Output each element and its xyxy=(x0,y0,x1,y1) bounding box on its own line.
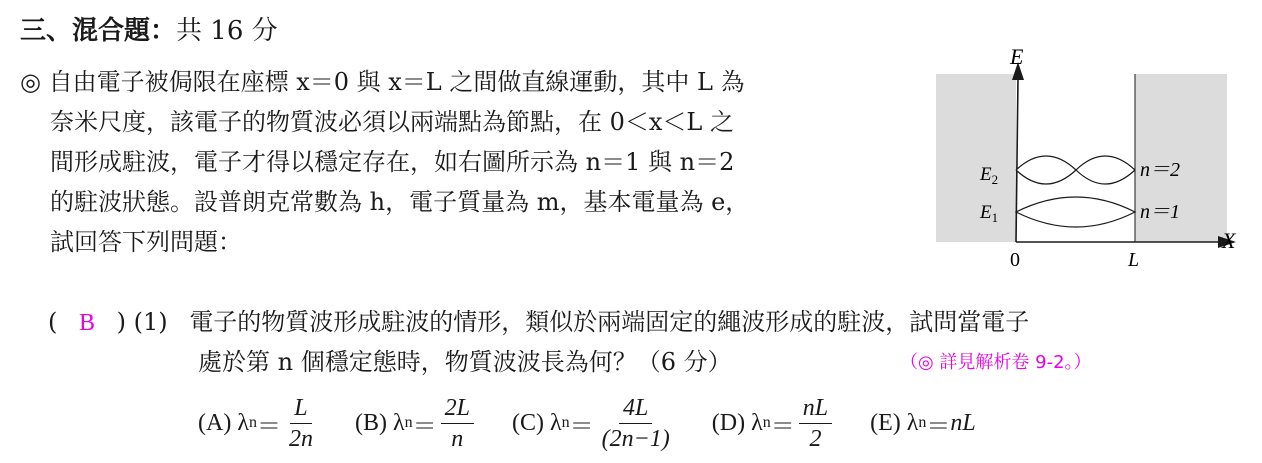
option-e[interactable] xyxy=(870,406,976,441)
option-a-fraction xyxy=(285,393,317,454)
option-b[interactable] xyxy=(355,393,474,454)
origin-label: 0 xyxy=(1010,249,1020,271)
option-d-den: 2 xyxy=(809,425,822,452)
wave-n1 xyxy=(1016,197,1135,227)
stem-line-1: ◎ 自由電子被侷限在座標 x＝0 與 x＝L 之間做直線運動，其中 L 為 xyxy=(20,68,745,96)
option-d[interactable] xyxy=(712,393,832,454)
y-axis-label: E xyxy=(1010,44,1024,69)
option-a-sub: n xyxy=(248,414,257,431)
stem-line-2: 奈米尺度，該電子的物質波必須以兩端點為節點，在 0＜x＜L 之 xyxy=(50,108,734,136)
level-e1-label: $E_1$ xyxy=(980,202,999,225)
section-title: 三、混合題： xyxy=(20,16,177,46)
option-e-eq: ＝ xyxy=(926,413,951,440)
option-b-lambda: λ xyxy=(392,409,405,436)
option-d-label: (D) xyxy=(711,409,746,436)
question-number: ) (1) xyxy=(116,308,168,336)
option-b-label: (B) xyxy=(354,409,387,436)
question-text-1: 電子的物質波形成駐波的情形，類似於兩端固定的繩波形成的駐波，試問當電子 xyxy=(189,308,1030,336)
option-a-label: (A) xyxy=(198,409,232,436)
answer-mark: B xyxy=(79,310,96,336)
option-b-num: 2L xyxy=(441,393,474,424)
stem-line-4: 的駐波狀態。設普朗克常數為 h，電子質量為 m，基本電量為 e， xyxy=(50,188,750,216)
wall-position-label: L xyxy=(1128,249,1140,271)
stem-line-5: 試回答下列問題： xyxy=(50,228,242,256)
y-axis xyxy=(1016,78,1018,242)
option-d-sub: n xyxy=(762,414,771,431)
option-c-eq: ＝ xyxy=(569,413,594,440)
x-axis-label: X xyxy=(1222,228,1236,253)
option-e-label: (E) xyxy=(870,409,901,436)
option-c-label: (C) xyxy=(511,409,544,436)
option-c-fraction xyxy=(598,393,674,454)
state-n1-label: n＝1 xyxy=(1140,201,1180,223)
question-1-line-1 xyxy=(48,302,1029,337)
option-c[interactable] xyxy=(512,393,674,454)
option-e-sub: n xyxy=(918,414,927,431)
question-text-2: 處於第 n 個穩定態時，物質波波長為何？（6 分） xyxy=(198,348,732,376)
option-b-den: n xyxy=(451,425,464,452)
option-a-den: 2n xyxy=(288,425,313,452)
option-a-eq: ＝ xyxy=(256,413,281,440)
option-a[interactable] xyxy=(198,393,317,454)
level-e2-label: $E_2$ xyxy=(980,164,999,187)
left-wall xyxy=(936,74,1016,242)
option-b-fraction xyxy=(441,393,474,454)
option-c-lambda: λ xyxy=(549,409,562,436)
option-b-sub: n xyxy=(404,414,413,431)
answer-options xyxy=(198,388,1014,458)
wave-n2 xyxy=(1016,156,1135,184)
answer-paren-open: ( xyxy=(48,308,58,336)
option-c-num: 4L xyxy=(619,393,652,424)
option-e-expr: nL xyxy=(950,409,976,436)
section-points: 共 16 分 xyxy=(176,16,278,46)
option-d-lambda: λ xyxy=(751,409,763,436)
option-a-lambda: λ xyxy=(237,409,249,436)
option-d-eq: ＝ xyxy=(770,413,795,440)
question-stem xyxy=(20,62,900,262)
option-b-eq: ＝ xyxy=(412,413,437,440)
option-d-fraction xyxy=(799,393,832,454)
reference-note: （◎ 詳見解析卷 9-2。） xyxy=(900,352,1092,373)
option-c-den: (2n−1) xyxy=(601,425,670,452)
section-heading xyxy=(20,10,278,47)
stem-line-3: 間形成駐波，電子才得以穩定存在，如右圖所示為 n＝1 與 n＝2 xyxy=(50,148,735,176)
state-n2-label: n＝2 xyxy=(1140,159,1180,181)
option-e-lambda: λ xyxy=(906,409,919,436)
option-a-num: L xyxy=(290,393,311,424)
option-d-num: nL xyxy=(799,393,832,424)
option-c-sub: n xyxy=(561,414,570,431)
standing-wave-figure xyxy=(930,42,1240,272)
